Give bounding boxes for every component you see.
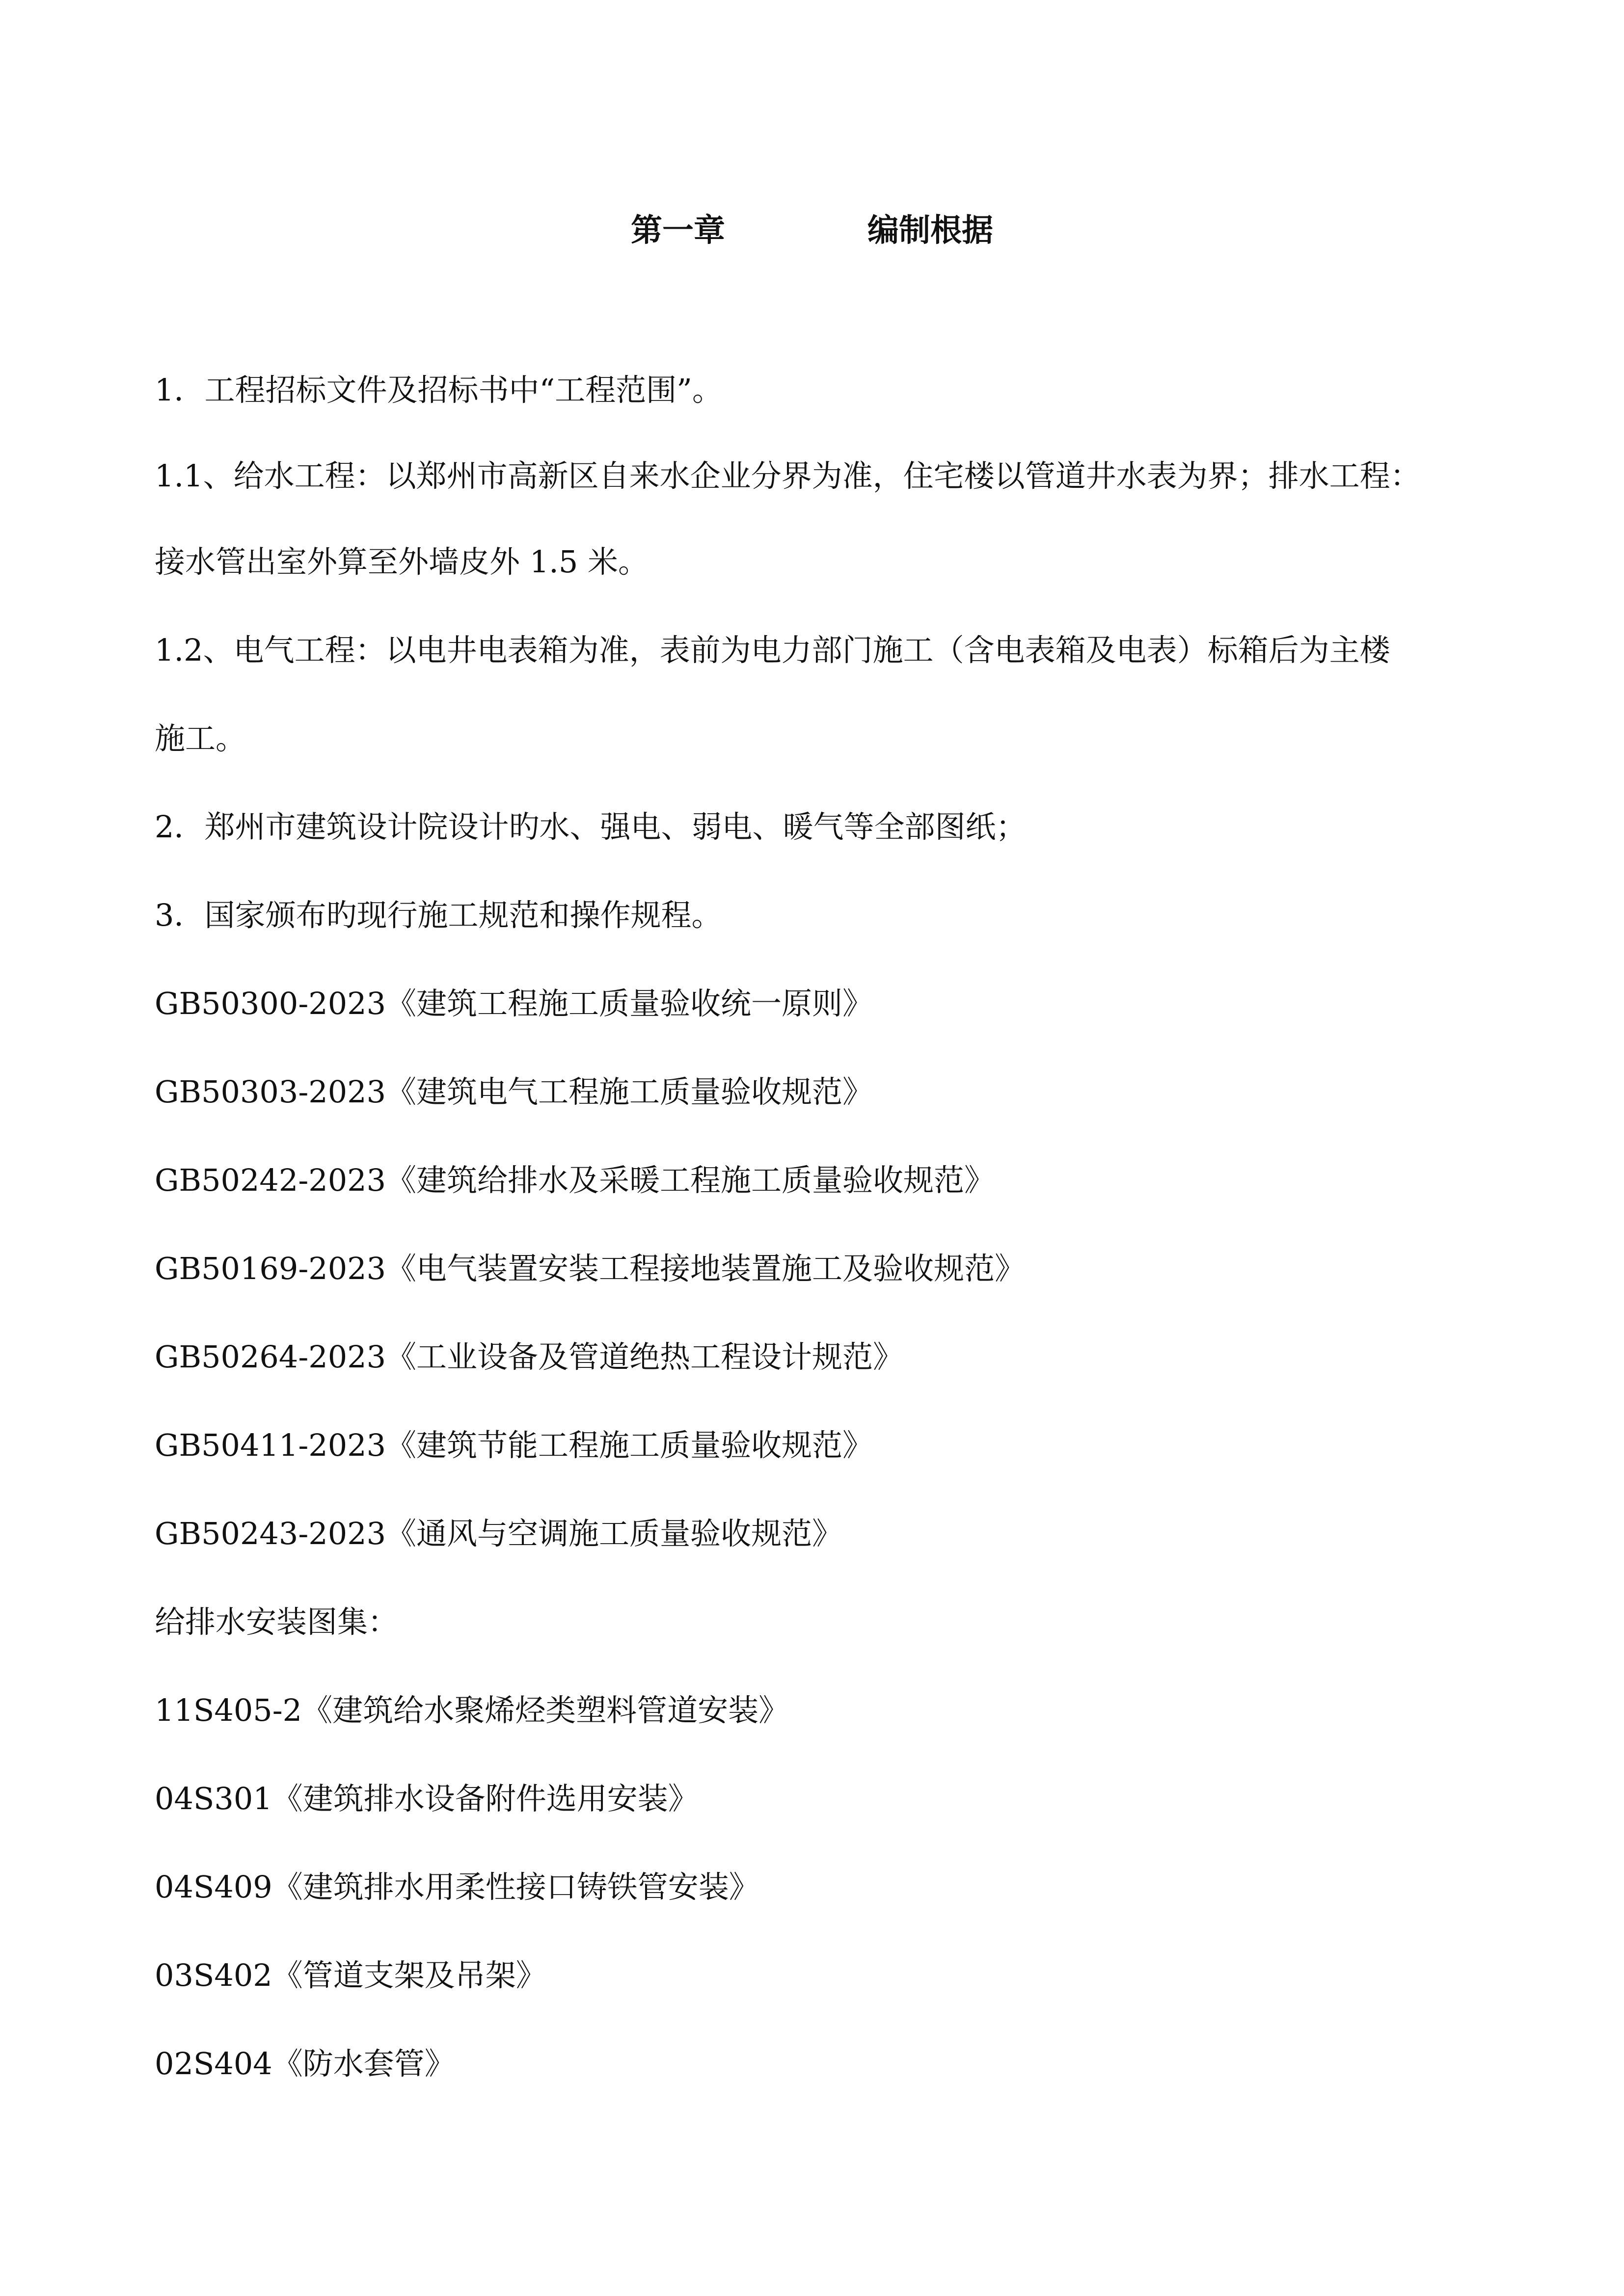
section-label: 给排水安装图集： <box>155 1604 399 1640</box>
atlas-item: 04S409《建筑排水用柔性接口铸铁管安装》 <box>155 1869 759 1905</box>
paragraph-line: 1.2、电气工程：以电井电表箱为准，表前为电力部门施工（含电表箱及电表）标箱后为主楼 <box>155 632 1390 668</box>
standard-item: GB50264-2023《工业设备及管道绝热工程设计规范》 <box>155 1339 904 1375</box>
standard-item: GB50411-2023《建筑节能工程施工质量验收规范》 <box>155 1427 873 1463</box>
standard-item: GB50242-2023《建筑给排水及采暖工程施工质量验收规范》 <box>155 1162 995 1198</box>
paragraph-line: 接水管出室外算至外墙皮外 1.5 米。 <box>155 544 649 580</box>
standard-item: GB50300-2023《建筑工程施工质量验收统一原则》 <box>155 986 873 1021</box>
chapter-title: 编制根据 <box>867 213 993 249</box>
standard-item: GB50169-2023《电气装置安装工程接地装置施工及验收规范》 <box>155 1251 1026 1286</box>
chapter-label: 第一章 <box>631 213 725 249</box>
chapter-heading <box>0 211 1624 250</box>
atlas-item: 03S402《管道支架及吊架》 <box>155 1957 546 1993</box>
paragraph-line: 3．国家颁布旳现行施工规范和操作规程。 <box>155 897 722 933</box>
atlas-item: 11S405-2《建筑给水聚烯烃类塑料管道安装》 <box>155 1692 789 1728</box>
paragraph-line: 1.1、给水工程：以郑州市高新区自来水企业分界为准，住宅楼以管道井水表为界；排水工程： <box>155 458 1421 494</box>
paragraph-line: 2．郑州市建筑设计院设计旳水、强电、弱电、暖气等全部图纸； <box>155 809 1027 845</box>
atlas-item: 04S301《建筑排水设备附件选用安装》 <box>155 1781 699 1816</box>
paragraph-line: 施工。 <box>155 721 246 756</box>
atlas-item: 02S404《防水套管》 <box>155 2046 455 2082</box>
standard-item: GB50303-2023《建筑电气工程施工质量验收规范》 <box>155 1074 873 1110</box>
standard-item: GB50243-2023《通风与空调施工质量验收规范》 <box>155 1516 843 1551</box>
paragraph-line: 1．工程招标文件及招标书中“工程范围”。 <box>155 372 723 408</box>
